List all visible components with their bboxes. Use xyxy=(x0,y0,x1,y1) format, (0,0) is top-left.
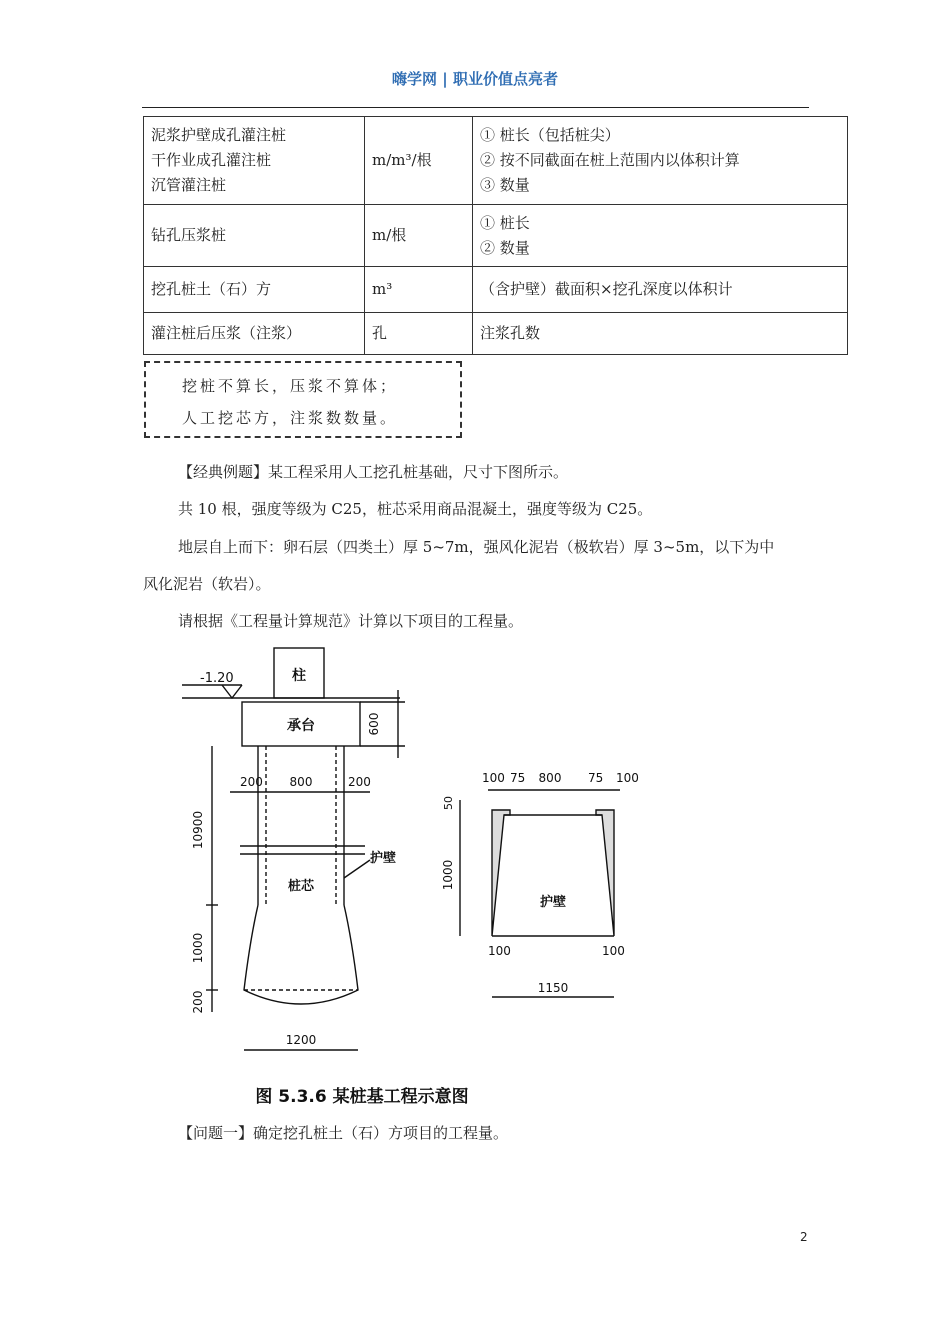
mnemonic-line: 挖桩不算长，压浆不算体； xyxy=(182,377,399,395)
dim-label: 75 xyxy=(588,771,604,785)
dim-label: 100 xyxy=(602,944,625,958)
page-number: 2 xyxy=(800,1230,808,1244)
cap-height-label: 600 xyxy=(367,712,381,736)
dim-label: 800 xyxy=(289,775,313,789)
wall-leader xyxy=(344,860,370,878)
dim-label: 800 xyxy=(538,771,562,785)
wall-right-shape xyxy=(596,810,614,936)
table-row xyxy=(144,205,848,267)
example-intro: 【经典例题】某工程采用人工挖孔桩基础，尺寸下图所示。 xyxy=(178,463,569,481)
bell-shape xyxy=(244,905,358,1004)
table-cell-rule: （含护壁）截面积×挖孔深度以体积计 xyxy=(473,267,848,313)
spec-table xyxy=(143,116,848,355)
column-label: 柱 xyxy=(292,668,306,684)
dim-label: 50 xyxy=(442,796,455,810)
table-cell-unit: m/m³/根 xyxy=(365,117,473,205)
dim-label: 1000 xyxy=(191,932,205,964)
example-strata-cont: 风化泥岩（软岩）。 xyxy=(143,575,271,593)
dim-label: 1000 xyxy=(441,859,455,891)
figure-caption: 图 5.3.6 某桩基工程示意图 xyxy=(255,1087,469,1107)
question-one: 【问题一】确定挖孔桩土（石）方项目的工程量。 xyxy=(178,1124,509,1142)
header-rule xyxy=(142,107,809,108)
pile-cap-label: 承台 xyxy=(287,718,315,734)
table-cell-name: 灌注桩后压浆（注浆） xyxy=(144,313,365,355)
pile-diagram xyxy=(170,640,650,1115)
dim-label: 200 xyxy=(240,775,263,789)
dim-label: 1150 xyxy=(537,981,569,995)
elevation-marker xyxy=(222,685,242,698)
table-cell-name: 钻孔压浆桩 xyxy=(144,205,365,267)
wall-label: 护壁 xyxy=(370,851,397,866)
table-row xyxy=(144,313,848,355)
dim-label: 10900 xyxy=(191,810,205,850)
dim-label: 75 xyxy=(510,771,526,785)
page-header: 嗨学网 | 职业价值点亮者 xyxy=(392,70,558,88)
elevation-label: -1.20 xyxy=(200,671,234,686)
dim-label: 100 xyxy=(616,771,639,785)
example-strata: 地层自上而下：卵石层（四类土）厚 5~7m，强风化泥岩（极软岩）厚 3~5m，以下为中 xyxy=(178,538,775,556)
table-cell-rule: ① 桩长 ② 数量 xyxy=(473,205,848,267)
dim-label: 100 xyxy=(482,771,505,785)
example-spec: 共 10 根，强度等级为 C25，桩芯采用商品混凝土，强度等级为 C25。 xyxy=(178,500,653,518)
wall-detail-label: 护壁 xyxy=(539,895,567,910)
table-row xyxy=(144,267,848,313)
table-cell-name: 泥浆护壁成孔灌注桩 干作业成孔灌注桩 沉管灌注桩 xyxy=(144,117,365,205)
dim-label: 200 xyxy=(348,775,371,789)
core-label: 桩芯 xyxy=(287,879,315,894)
table-cell-unit: 孔 xyxy=(365,313,473,355)
wall-left-shape xyxy=(492,810,510,936)
table-cell-rule: ① 桩长（包括桩尖） ② 按不同截面在桩上范围内以体积计算 ③ 数量 xyxy=(473,117,848,205)
dim-label: 100 xyxy=(488,944,511,958)
mnemonic-line: 人工挖芯方，注浆数数量。 xyxy=(182,409,399,427)
mnemonic-box xyxy=(144,361,462,438)
table-cell-unit: m/根 xyxy=(365,205,473,267)
table-cell-rule: 注浆孔数 xyxy=(473,313,848,355)
table-cell-unit: m³ xyxy=(365,267,473,313)
table-cell-name: 挖孔桩土（石）方 xyxy=(144,267,365,313)
example-task: 请根据《工程量计算规范》计算以下项目的工程量。 xyxy=(178,612,524,630)
dim-label: 200 xyxy=(191,990,205,1014)
dim-label: 1200 xyxy=(285,1033,317,1047)
table-row xyxy=(144,117,848,205)
